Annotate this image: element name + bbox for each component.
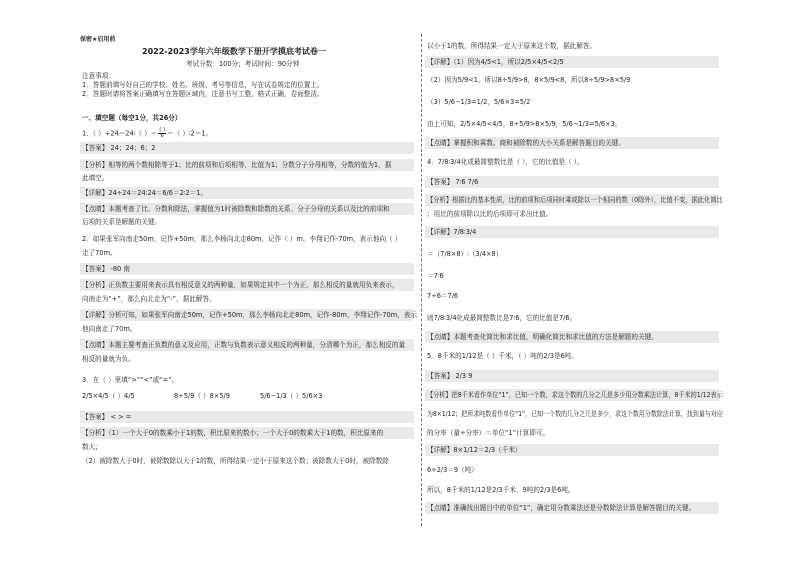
q4-stem: 4．7/8∶3/4化成最简整数比是（ ），它的比值是（ ）。 [427, 158, 584, 166]
q4-analysis-1: 【分析】根据比的基本性质，比的前项和后项同时乘或除以一个相同的数（0除外），比值不变，据此化简比 [427, 196, 723, 204]
q1-frac-numerator: ( ) [159, 127, 165, 133]
secret-label: 保密★启用前 [80, 36, 116, 43]
q1-comment-2: 后项的关系是解题的关键。 [82, 218, 162, 226]
q3-item-3: 5/6−1/3（ ）5/6×3 [260, 392, 323, 400]
q1-comment-1: 【点睛】本题考查了比、分数和除法，掌握值为1时被除数和除数的关系、分子分母的关系以及比的前项和 [82, 205, 390, 213]
q2-comment-1: 【点睛】本题主要考查正负数的意义及应用，正数与负数表示意义相反的两种量，分清哪个为正，那么相反的量 [82, 341, 406, 349]
q5-detail-3: 所以，8千米的1/12是2/3千米，9吨的2/3是6吨。 [427, 486, 575, 494]
notice-item-1: 1．答题前填写好自己的学校、姓名、班级、考号等信息，写在试卷规定的位置上。 [82, 81, 324, 89]
q1-stem-a: 1．（ ）÷24＝24∶（ ）＝ [82, 129, 158, 138]
q4-step-1: ＝（7/8×8）∶（3/4×8） [427, 250, 503, 258]
q2-detail-2: 他向南走了70m。 [82, 325, 137, 333]
q3-analysis-3: （2）被除数大于0时，被除数除以大于1的数，所得结果一定小于原来这个数；被除数大于0时，被除数除 [82, 457, 389, 465]
q5-analysis-1: 【分析】把8千米看作单位“1”，已知一个数，求这个数的几分之几是多少用分数乘法计算，8千米的1/12表示 [427, 391, 723, 399]
section-heading: 一、填空题（每空1分，共26分） [82, 114, 182, 122]
q1-frac-denominator: 6 [160, 133, 164, 139]
notice-item-2: 2．答题时请将答案正确填写在答题区域内，注意书写工整，格式正确，卷面整洁。 [82, 90, 324, 98]
q2-answer: 【答案】 -80 南 [82, 265, 130, 273]
q3-comment: 【点睛】掌握积和乘数、商和被除数的大小关系是解答题目的关键。 [427, 139, 625, 147]
q1-stem-b: ＝（ ）∶2＝1。 [166, 129, 213, 138]
q3-detail-4: 由上可知，2/5×4/5<4/5，8÷5/9>8×5/9，5/6−1/3=5/6×3。 [427, 120, 622, 128]
q5-detail-1: 【详解】8×1/12＝2/3（千米） [427, 446, 522, 454]
answer-band [80, 263, 414, 275]
q2-detail-1: 【详解】分析可知，如果张军向南走50m，记作+50m，那么李杨向北走80m，记作-80m，李翔记作-70m，表示 [82, 311, 417, 319]
q4-answer: 【答案】 7∶6 7/6 [427, 178, 479, 186]
q3-detail-3: （3）5/6−1/3=1/2，5/6×3=5/2 [427, 98, 531, 106]
question-1 [82, 128, 212, 139]
q1-fraction [158, 128, 166, 139]
q4-step-4: 则7/8∶3/4化成最简整数比是7∶6，它的比值是7/6。 [427, 314, 577, 322]
q3-analysis-2: 数大； [82, 443, 102, 451]
q3-item-1: 2/5×4/5（ ）4/5 [82, 392, 135, 400]
q2-stem-2: 走了70m。 [82, 249, 117, 257]
q3-analysis-1: 【分析】（1）一个大于0的数乘小于1的数，积比原来的数小；一个大于0的数乘大于1的数，积比原来的 [82, 429, 384, 437]
exam-info: 考试分数：100分；考试时间：90分钟 [186, 60, 300, 68]
q2-analysis-2: 向南走为“+”，那么向北走为“-”，据此解答。 [82, 295, 216, 303]
q5-detail-2: 6÷2/3＝9（吨） [427, 466, 478, 474]
q5-comment: 【点睛】准确找出题目中的单位“1”，确定用分数乘法还是分数除法计算是解答题目的关键。 [427, 504, 696, 512]
q4-step-2: ＝7∶6 [427, 272, 444, 280]
q3-analysis-continued: 以小于1的数，所得结果一定大于原来这个数，据此解答。 [427, 42, 597, 50]
q2-analysis-1: 【分析】正负数主要用来表示具有相反意义的两种量，如果规定其中一个为正，那么相反的量就用负来表示， [82, 281, 399, 289]
q4-step-3: 7÷6＝7/6 [427, 292, 459, 300]
exam-title: 2022-2023学年六年级数学下册开学摸底考试卷一 [142, 47, 326, 56]
q1-analysis-1: 【分析】相等的两个数相除等于1；比的前项和后项相等，比值为1；分数分子分母相等，分数的值为1，据 [82, 161, 392, 169]
q5-analysis-3: 的分率（量÷分率）＝单位“1”计算即可。 [427, 429, 550, 437]
q3-stem: 3．在（ ）里填“>”“<”或“=”。 [82, 376, 179, 384]
q5-stem: 5．8千米的1/12是（ ）千米，（ ）吨的2/3是6吨。 [427, 352, 578, 360]
q3-detail-2: （2）因为5/9<1，所以8÷5/9>8，8×5/9<8，所以8÷5/9>8×5/9 [427, 76, 631, 84]
q2-stem-1: 2．如果张军向南走50m，记作+50m，那么李杨向北走80m，记作（ ）m，李翔记作-70m，表示他向（ ） [82, 235, 402, 243]
q1-analysis-2: 此填空。 [82, 174, 109, 182]
column-divider [421, 34, 422, 526]
q4-analysis-2: ；用比的前项除以比的后项即可求出比值。 [427, 210, 553, 218]
q1-detail: 【详解】24÷24＝24∶24＝6/6＝2∶2＝1。 [82, 189, 208, 197]
q2-comment-2: 相反的量就为负。 [82, 355, 135, 363]
q3-item-2: 8÷5/9（ ）8×5/9 [174, 392, 230, 400]
q3-answer: 【答案】 < > = [82, 413, 132, 421]
q3-detail-1: 【详解】（1）因为4/5<1，所以2/5×4/5<2/5 [427, 58, 564, 66]
q4-comment: 【点睛】本题考查化简比和求比值，明确化简比和求比值的方法是解题的关键。 [427, 333, 658, 341]
notice-heading: 注意事项： [82, 72, 115, 80]
q4-detail-label: 【详解】7/8∶3/4 [427, 228, 477, 236]
q5-analysis-2: 为8×1/12；把所求吨数看作单位“1”，已知一个数的几分之几是多少，求这个数用分数除法计算，找到量与对应 [427, 410, 723, 418]
q1-answer: 【答案】 24；24；6；2 [82, 144, 156, 152]
q5-answer: 【答案】 2/3 9 [427, 372, 473, 380]
